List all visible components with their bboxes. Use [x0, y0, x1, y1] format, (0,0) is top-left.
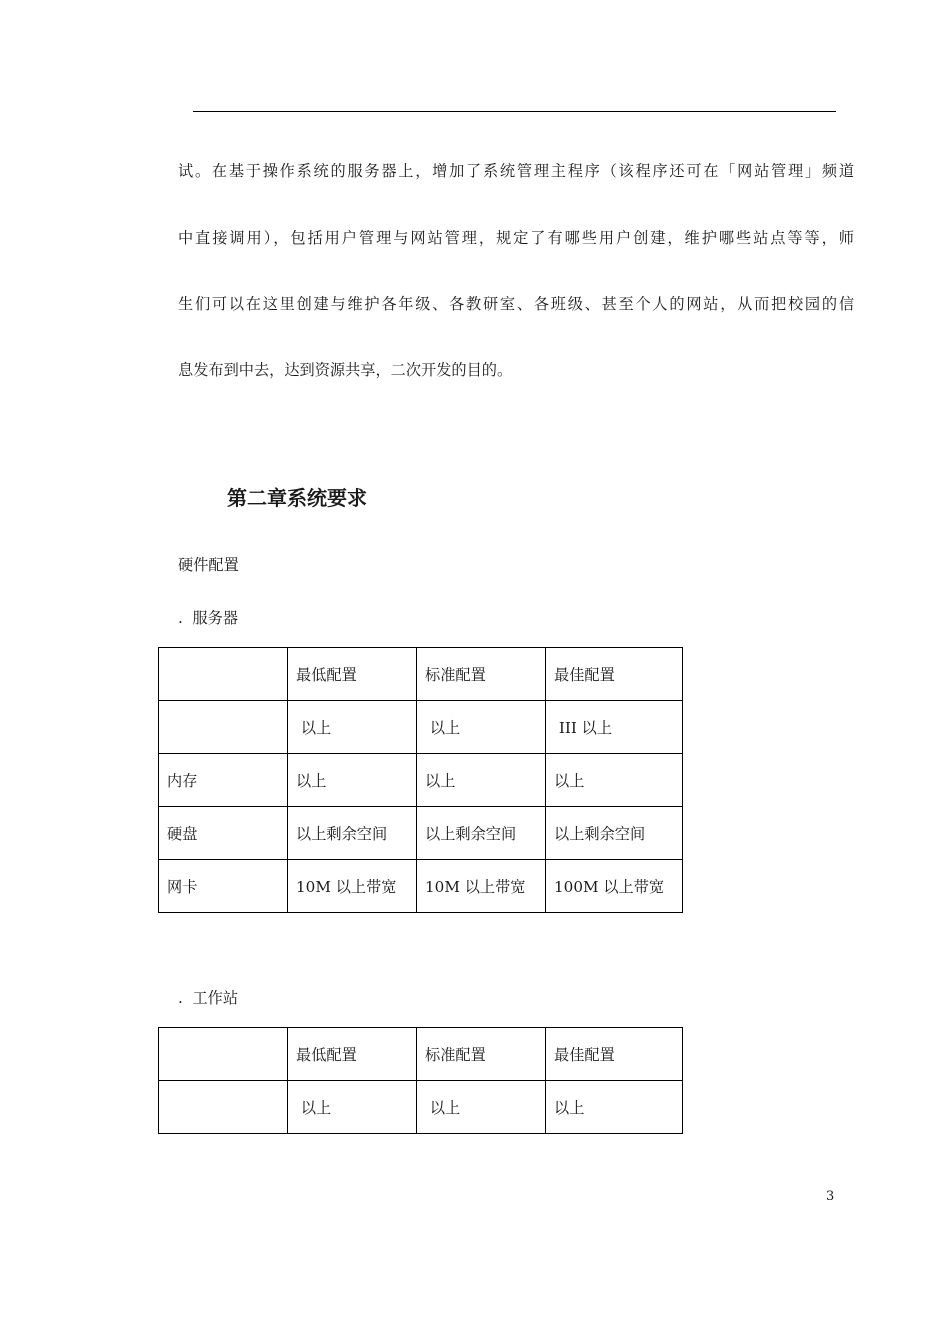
- table-cell: 以上: [417, 1081, 546, 1134]
- table-row: [159, 701, 683, 754]
- page-number: 3: [826, 1189, 835, 1204]
- table-cell: 以上: [417, 701, 546, 754]
- paragraph-line-1: 试。在基于操作系统的服务器上，增加了系统管理主程序（该程序还可在「网站管理」频道: [178, 162, 854, 180]
- table-cell: [159, 1081, 288, 1134]
- table-row: [159, 860, 683, 913]
- table-header-cell: 最低配置: [288, 648, 417, 701]
- table-header-cell: 标准配置: [417, 648, 546, 701]
- table-header-cell: 最佳配置: [546, 648, 683, 701]
- server-spec-table: [158, 647, 683, 913]
- paragraph-line-2: 中直接调用），包括用户管理与网站管理，规定了有哪些用户创建，维护哪些站点等等，师: [178, 229, 854, 247]
- table-cell: 以上: [546, 1081, 683, 1134]
- table-cell: 以上剩余空间: [546, 807, 683, 860]
- table-header-cell: 最佳配置: [546, 1028, 683, 1081]
- table-row: [159, 807, 683, 860]
- table-cell: 10M 以上带宽: [288, 860, 417, 913]
- table-cell: 以上: [288, 754, 417, 807]
- table-cell: 以上: [417, 754, 546, 807]
- table-header-cell: 标准配置: [417, 1028, 546, 1081]
- table-cell: [159, 648, 288, 701]
- table-cell: 以上剩余空间: [417, 807, 546, 860]
- table-cell: 内存: [159, 754, 288, 807]
- table-header-cell: 最低配置: [288, 1028, 417, 1081]
- table-row: [159, 648, 683, 701]
- table-cell: 以上: [546, 754, 683, 807]
- table-cell: [159, 701, 288, 754]
- table-cell: III 以上: [546, 701, 683, 754]
- server-heading: . 服务器: [178, 609, 239, 627]
- workstation-spec-table: [158, 1027, 683, 1134]
- table-cell: 100M 以上带宽: [546, 860, 683, 913]
- paragraph-line-3: 生们可以在这里创建与维护各年级、各教研室、各班级、甚至个人的网站，从而把校园的信: [178, 295, 854, 313]
- table-cell: [159, 1028, 288, 1081]
- table-cell: 网卡: [159, 860, 288, 913]
- chapter-title: 第二章系统要求: [227, 486, 367, 510]
- table-row: [159, 1028, 683, 1081]
- table-row: [159, 754, 683, 807]
- table-cell: 10M 以上带宽: [417, 860, 546, 913]
- paragraph-line-4: 息发布到中去，达到资源共享，二次开发的目的。: [178, 361, 513, 379]
- table-cell: 硬盘: [159, 807, 288, 860]
- header-rule: [193, 111, 836, 112]
- hardware-heading: 硬件配置: [178, 556, 239, 574]
- table-cell: 以上: [288, 701, 417, 754]
- workstation-heading: . 工作站: [178, 989, 239, 1007]
- table-row: [159, 1081, 683, 1134]
- table-cell: 以上: [288, 1081, 417, 1134]
- table-cell: 以上剩余空间: [288, 807, 417, 860]
